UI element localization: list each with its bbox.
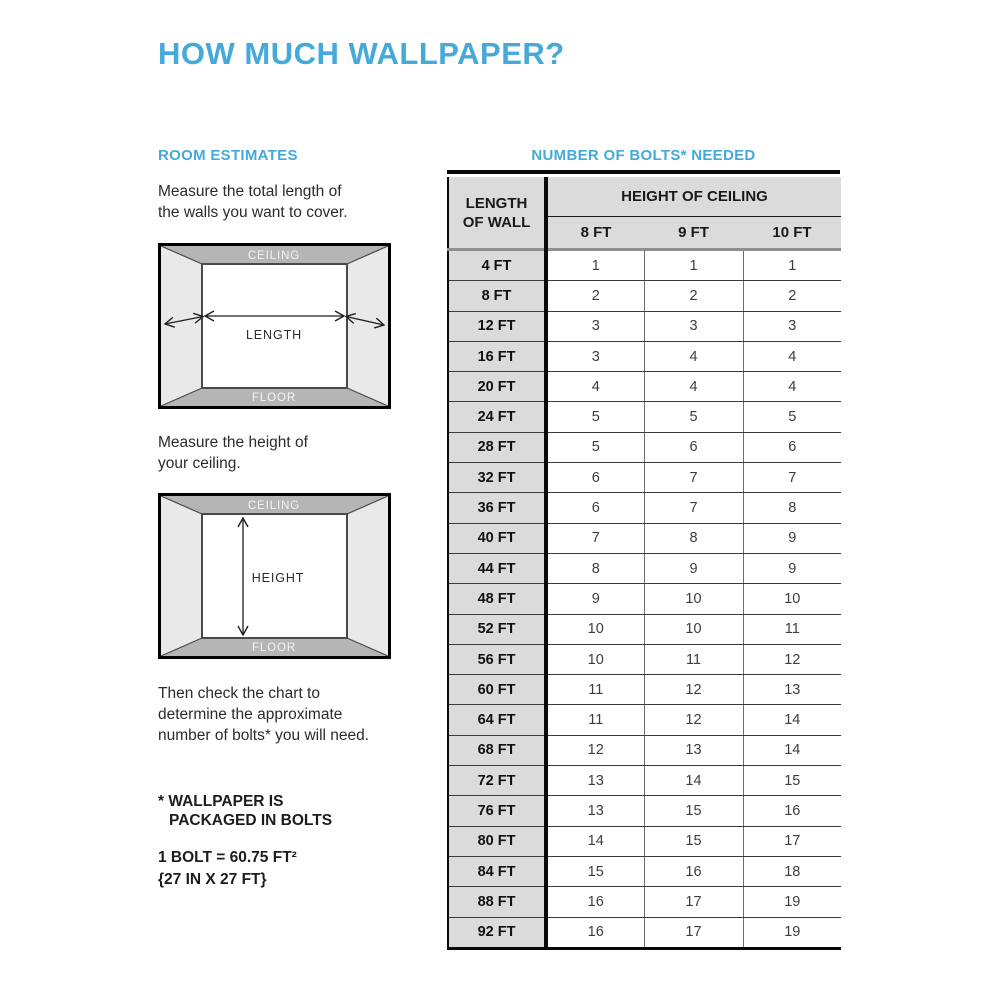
bolt-count-cell: 12: [743, 644, 841, 674]
table-row: [448, 281, 841, 311]
bolt-count-cell: 11: [644, 644, 743, 674]
bolt-count-cell: 7: [546, 523, 644, 553]
wall-length-cell: 92 FT: [448, 917, 546, 948]
wall-length-cell: 32 FT: [448, 463, 546, 493]
wall-length-cell: 40 FT: [448, 523, 546, 553]
bolt-count-cell: 17: [644, 917, 743, 948]
bolt-count-cell: 10: [546, 644, 644, 674]
bolts-table: [447, 177, 841, 950]
table-row: [448, 584, 841, 614]
right-wall: [347, 496, 388, 656]
bolt-count-cell: 15: [644, 796, 743, 826]
bolt-count-cell: 12: [546, 735, 644, 765]
wall-length-cell: 60 FT: [448, 675, 546, 705]
wall-length-cell: 16 FT: [448, 341, 546, 371]
height-label: HEIGHT: [251, 571, 305, 585]
col-header-8ft: 8 FT: [546, 217, 644, 250]
table-row: [448, 311, 841, 341]
wall-length-cell: 24 FT: [448, 402, 546, 432]
bolt-count-cell: 12: [644, 705, 743, 735]
bolt-count-cell: 4: [644, 341, 743, 371]
bolt-count-cell: 4: [743, 372, 841, 402]
check-chart-instruction: [158, 683, 369, 746]
bolt-count-cell: 5: [546, 402, 644, 432]
bolt-count-cell: 19: [743, 887, 841, 917]
bolt-count-cell: 11: [743, 614, 841, 644]
wall-length-cell: 68 FT: [448, 735, 546, 765]
bolt-count-cell: 7: [743, 463, 841, 493]
bolt-count-cell: 4: [743, 341, 841, 371]
table-row: [448, 493, 841, 523]
bolt-count-cell: 9: [743, 523, 841, 553]
wall-length-cell: 44 FT: [448, 553, 546, 583]
text-line: Measure the height of: [158, 434, 308, 451]
table-row: [448, 735, 841, 765]
page-title: HOW MUCH WALLPAPER?: [158, 36, 565, 71]
wall-length-cell: 56 FT: [448, 644, 546, 674]
text-line: Then check the chart to: [158, 685, 320, 702]
table-row: [448, 463, 841, 493]
wall-length-cell: 28 FT: [448, 432, 546, 462]
bolt-count-cell: 1: [546, 250, 644, 281]
table-row: [448, 644, 841, 674]
bolt-count-cell: 8: [644, 523, 743, 553]
bolt-count-cell: 15: [743, 766, 841, 796]
table-row: [448, 826, 841, 856]
bolt-count-cell: 17: [743, 826, 841, 856]
room-length-diagram: [158, 243, 391, 409]
bolt-count-cell: 14: [546, 826, 644, 856]
bolt-count-cell: 10: [743, 584, 841, 614]
bolt-size-info: [158, 847, 297, 891]
wall-length-cell: 64 FT: [448, 705, 546, 735]
bolt-count-cell: 16: [546, 917, 644, 948]
table-row: [448, 372, 841, 402]
bolt-count-cell: 1: [644, 250, 743, 281]
bolt-count-cell: 2: [546, 281, 644, 311]
table-row: [448, 856, 841, 886]
room-estimates-heading: ROOM ESTIMATES: [158, 147, 298, 164]
wall-length-cell: 88 FT: [448, 887, 546, 917]
wall-length-cell: 48 FT: [448, 584, 546, 614]
bolts-table-body: [448, 250, 841, 949]
table-row: [448, 675, 841, 705]
table-row: [448, 614, 841, 644]
text-line: * WALLPAPER IS: [158, 793, 284, 810]
col-header-10ft: 10 FT: [743, 217, 841, 250]
room-height-diagram: [158, 493, 391, 659]
bolt-count-cell: 5: [644, 402, 743, 432]
table-row: [448, 402, 841, 432]
bolt-count-cell: 11: [546, 705, 644, 735]
bolt-count-cell: 14: [743, 735, 841, 765]
bolt-count-cell: 19: [743, 917, 841, 948]
floor-label: FLOOR: [251, 642, 297, 654]
length-label: LENGTH: [245, 328, 303, 342]
bolt-count-cell: 11: [546, 675, 644, 705]
bolt-count-cell: 5: [546, 432, 644, 462]
bolt-count-cell: 16: [743, 796, 841, 826]
wall-length-cell: 52 FT: [448, 614, 546, 644]
table-row: [448, 553, 841, 583]
bolt-count-cell: 15: [546, 856, 644, 886]
back-wall: [202, 264, 347, 388]
bolt-count-cell: 9: [644, 553, 743, 583]
bolt-count-cell: 1: [743, 250, 841, 281]
bolt-count-cell: 3: [644, 311, 743, 341]
bolt-count-cell: 13: [546, 796, 644, 826]
text-line: your ceiling.: [158, 455, 241, 472]
bolt-count-cell: 10: [644, 614, 743, 644]
length-of-wall-header: [448, 177, 546, 250]
text-line: LENGTH: [465, 194, 528, 212]
bolt-count-cell: 10: [644, 584, 743, 614]
wall-length-cell: 84 FT: [448, 856, 546, 886]
floor-label: FLOOR: [251, 392, 297, 404]
ceiling-label: CEILING: [247, 500, 301, 512]
wall-length-cell: 80 FT: [448, 826, 546, 856]
bolt-count-cell: 2: [743, 281, 841, 311]
text-line: 1 BOLT = 60.75 FT²: [158, 849, 297, 866]
bolt-count-cell: 17: [644, 887, 743, 917]
text-line: {27 IN X 27 FT}: [158, 871, 267, 888]
text-line: OF WALL: [462, 213, 531, 231]
bolt-count-cell: 2: [644, 281, 743, 311]
bolt-count-cell: 10: [546, 614, 644, 644]
table-row: [448, 432, 841, 462]
bolt-count-cell: 6: [743, 432, 841, 462]
bolts-needed-heading: NUMBER OF BOLTS* NEEDED: [531, 147, 756, 164]
bolt-count-cell: 14: [743, 705, 841, 735]
text-line: number of bolts* you will need.: [158, 727, 370, 744]
wallpaper-bolts-footnote: [158, 792, 332, 830]
table-row: [448, 766, 841, 796]
wall-length-cell: 72 FT: [448, 766, 546, 796]
bolt-count-cell: 7: [644, 463, 743, 493]
wall-length-cell: 36 FT: [448, 493, 546, 523]
wall-length-cell: 20 FT: [448, 372, 546, 402]
table-row: [448, 250, 841, 281]
bolt-count-cell: 12: [644, 675, 743, 705]
bolt-count-cell: 13: [743, 675, 841, 705]
ceiling-label: CEILING: [247, 250, 301, 262]
wall-length-cell: 12 FT: [448, 311, 546, 341]
bolt-count-cell: 18: [743, 856, 841, 886]
wall-length-cell: 4 FT: [448, 250, 546, 281]
left-wall: [161, 246, 202, 406]
wall-length-cell: 8 FT: [448, 281, 546, 311]
text-line: PACKAGED IN BOLTS: [169, 812, 333, 829]
bolt-count-cell: 9: [546, 584, 644, 614]
table-row: [448, 887, 841, 917]
table-row: [448, 796, 841, 826]
bolt-count-cell: 16: [546, 887, 644, 917]
table-header-row-1: [448, 177, 841, 217]
bolt-count-cell: 6: [644, 432, 743, 462]
bolt-count-cell: 5: [743, 402, 841, 432]
wall-length-cell: 76 FT: [448, 796, 546, 826]
text-line: Measure the total length of: [158, 183, 342, 200]
bolt-count-cell: 3: [743, 311, 841, 341]
table-row: [448, 341, 841, 371]
measure-height-instruction: [158, 432, 308, 474]
bolt-count-cell: 6: [546, 493, 644, 523]
text-line: the walls you want to cover.: [158, 204, 348, 221]
bolt-count-cell: 14: [644, 766, 743, 796]
table-row: [448, 705, 841, 735]
bolt-count-cell: 6: [546, 463, 644, 493]
table-top-rule: [447, 170, 840, 174]
col-header-9ft: 9 FT: [644, 217, 743, 250]
bolt-count-cell: 3: [546, 311, 644, 341]
height-of-ceiling-header: HEIGHT OF CEILING: [546, 177, 841, 217]
bolt-count-cell: 7: [644, 493, 743, 523]
table-row: [448, 523, 841, 553]
bolt-count-cell: 13: [644, 735, 743, 765]
right-wall: [347, 246, 388, 406]
measure-length-instruction: [158, 181, 348, 223]
left-wall: [161, 496, 202, 656]
text-line: determine the approximate: [158, 706, 343, 723]
bolt-count-cell: 8: [743, 493, 841, 523]
bolt-count-cell: 4: [546, 372, 644, 402]
bolt-count-cell: 9: [743, 553, 841, 583]
bolt-count-cell: 3: [546, 341, 644, 371]
bolt-count-cell: 15: [644, 826, 743, 856]
bolt-count-cell: 16: [644, 856, 743, 886]
bolt-count-cell: 8: [546, 553, 644, 583]
bolt-count-cell: 13: [546, 766, 644, 796]
table-row: [448, 917, 841, 948]
bolt-count-cell: 4: [644, 372, 743, 402]
